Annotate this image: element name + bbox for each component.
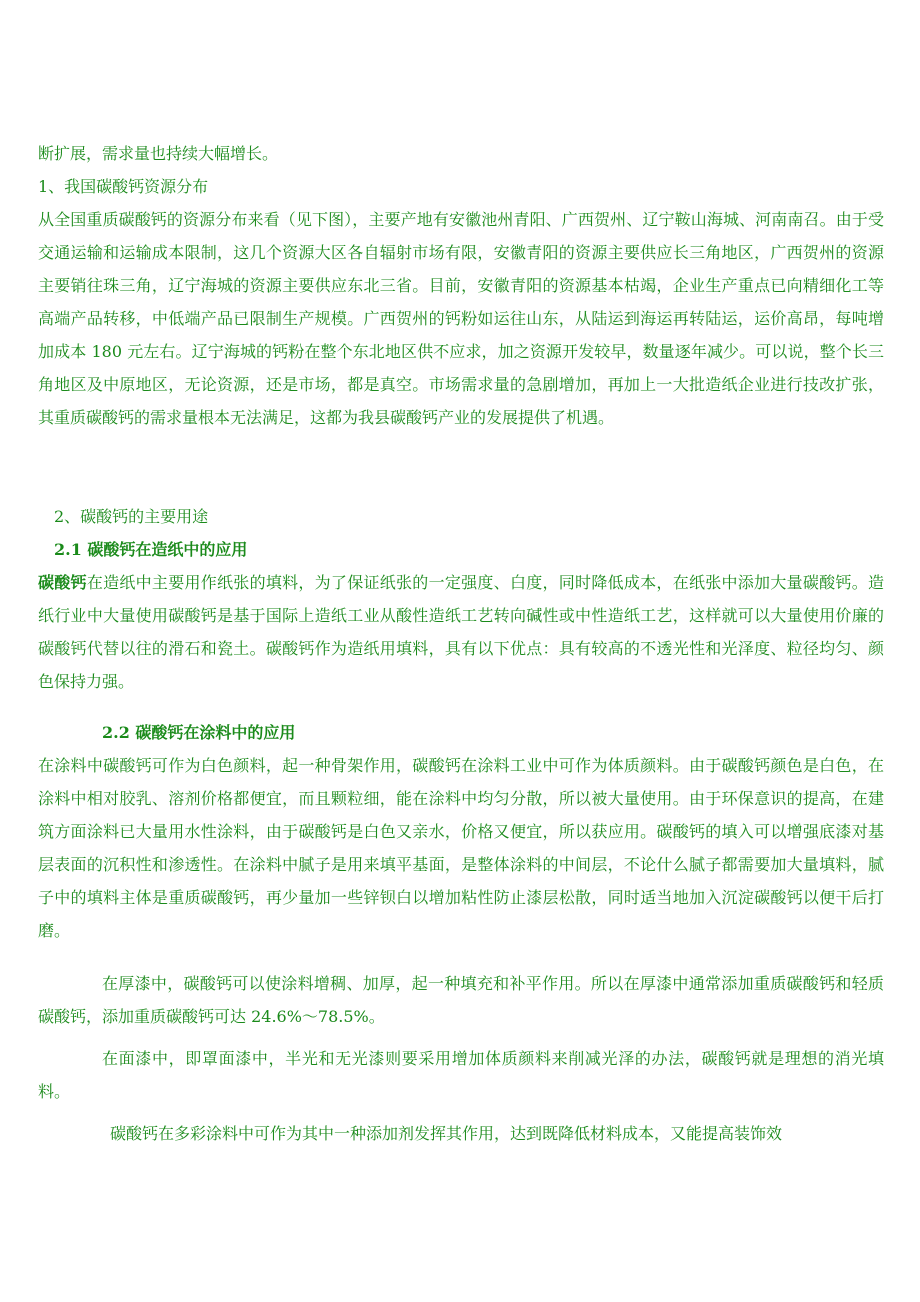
paragraph-topcoat: 在面漆中，即罩面漆中，半光和无光漆则要采用增加体质颜料来削减光泽的办法，碳酸钙就是理想的消光填料。 bbox=[38, 1049, 884, 1101]
paragraph-coatings: 在涂料中碳酸钙可作为白色颜料，起一种骨架作用，碳酸钙在涂料工业中可作为体质颜料。由于碳酸钙颜色是白色，在涂料中相对胶乳、溶剂价格都便宜，而且颗粒细，能在涂料中均匀分散，所以被大量使用。由于环保意识的提高，在建筑方面涂料已大量用水性涂料，由于碳酸钙是白色又亲水，价格又便宜，所以获应用。碳酸钙的填入可以增强底漆对基层表面的沉积性和渗透性。在涂料中腻子是用来填平基面，是整体涂料的中间层，不论什么腻子都需要加大量填料，腻子中的填料主体是重质碳酸钙，再少量加一些锌钡白以增加粘性防止漆层松散，同时适当地加入沉淀碳酸钙以便干后打磨。 bbox=[38, 756, 884, 940]
paragraph-papermaking-body: 在造纸中主要用作纸张的填料，为了保证纸张的一定强度、白度，同时降低成本，在纸张中添加大量碳酸钙。造纸行业中大量使用碳酸钙是基于国际上造纸工业从酸性造纸工艺转向碱性或中性造纸工艺，这样就可以大量使用价廉的碳酸钙代替以往的滑石和瓷土。碳酸钙作为造纸用填料，具有以下优点：具有较高的不透光性和光泽度、粒径均匀、颜色保持力强。 bbox=[38, 573, 884, 691]
paragraph-continuation: 断扩展，需求量也持续大幅增长。 bbox=[38, 144, 279, 163]
subheading-papermaking: 2.1 碳酸钙在造纸中的应用 bbox=[54, 540, 248, 559]
section-heading-uses: 2、碳酸钙的主要用途 bbox=[54, 507, 209, 526]
subheading-coatings: 2.2 碳酸钙在涂料中的应用 bbox=[102, 723, 296, 742]
paragraph-multicolor-paint: 碳酸钙在多彩涂料中可作为其中一种添加剂发挥其作用，达到既降低材料成本，又能提高装饰效 bbox=[110, 1124, 783, 1143]
paragraph-thick-paint: 在厚漆中，碳酸钙可以使涂料增稠、加厚，起一种填充和补平作用。所以在厚漆中通常添加重质碳酸钙和轻质碳酸钙，添加重质碳酸钙可达 24.6%～78.5%。 bbox=[38, 974, 884, 1026]
paragraph-resource-distribution: 从全国重质碳酸钙的资源分布来看（见下图），主要产地有安徽池州青阳、广西贺州、辽宁鞍山海城、河南南召。由于受交通运输和运输成本限制，这几个资源大区各自辐射市场有限，安徽青阳的资源主要供应长三角地区，广西贺州的资源主要销往珠三角，辽宁海城的资源主要供应东北三省。目前，安徽青阳的资源基本枯竭，企业生产重点已向精细化工等高端产品转移，中低端产品已限制生产规模。广西贺州的钙粉如运往山东，从陆运到海运再转陆运，运价高昂，每吨增加成本 180 元左右。辽宁海城的钙粉在整个东北地区供不应求，加之资源开发较早，数量逐年减少。可以说，整个长三角地区及中原地区，无论资源，还是市场，都是真空。市场需求量的急剧增加，再加上一大批造纸企业进行技改扩张，其重质碳酸钙的需求量根本无法满足，这都为我县碳酸钙产业的发展提供了机遇。 bbox=[38, 210, 884, 427]
paragraph-papermaking-lead: 碳酸钙 bbox=[38, 573, 87, 592]
section-heading-resources: 1、我国碳酸钙资源分布 bbox=[38, 177, 209, 196]
paragraph-papermaking bbox=[38, 566, 884, 698]
